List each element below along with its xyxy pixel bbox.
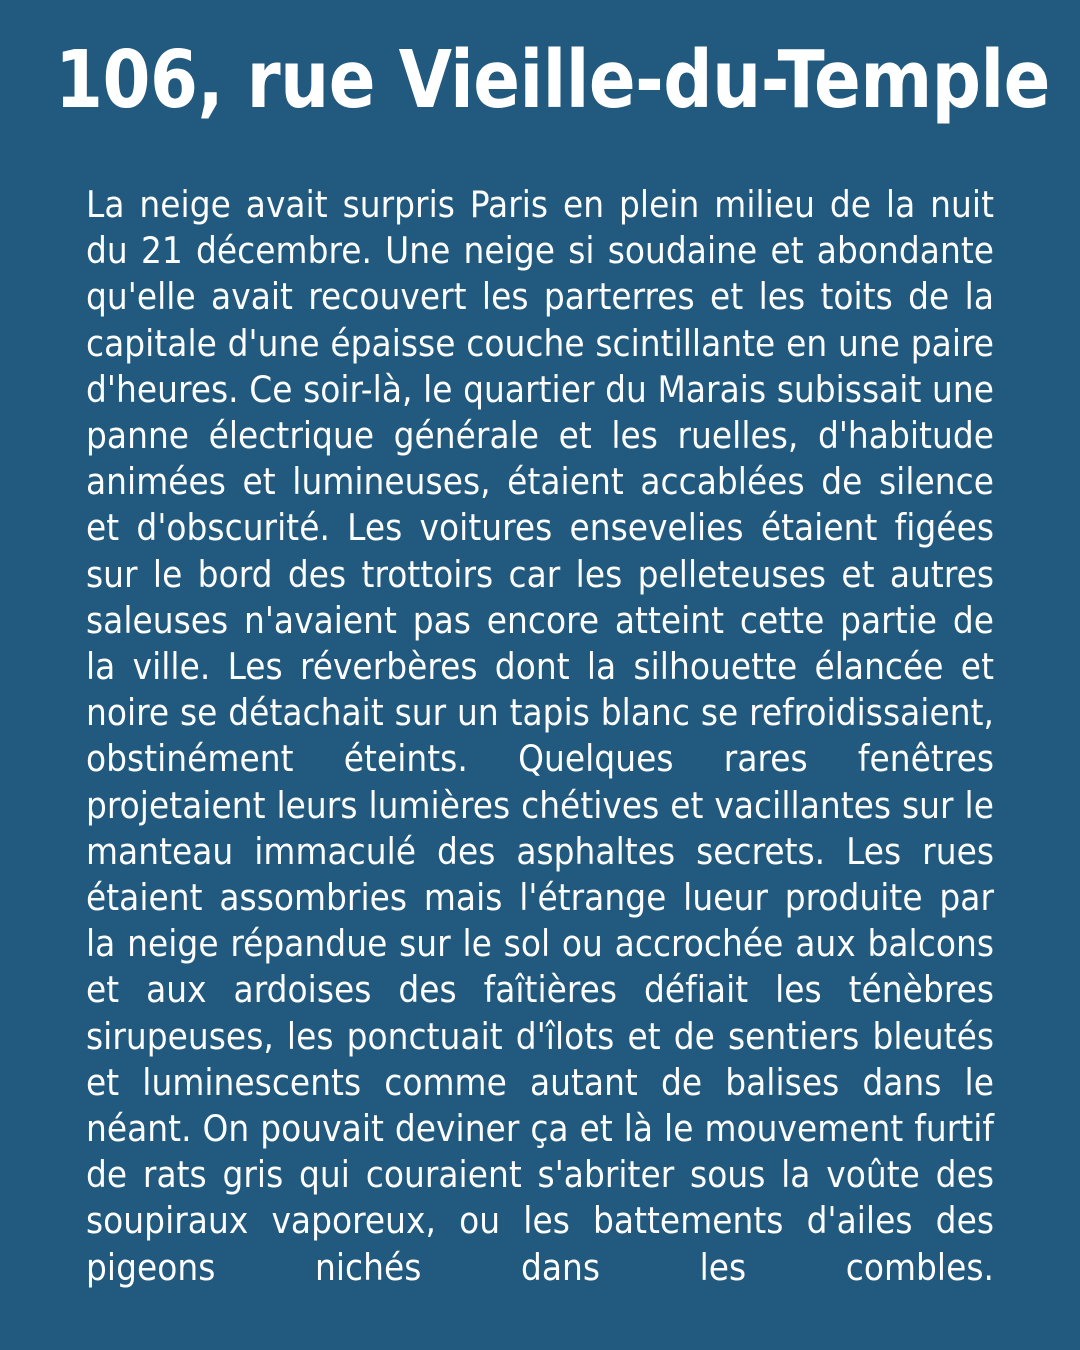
page-title: 106, rue Vieille-du-Temple xyxy=(55,34,1050,126)
title-block xyxy=(0,36,1080,124)
body-block xyxy=(86,182,994,1337)
body-paragraph: La neige avait surpris Paris en plein milieu de la nuit du 21 décembre. Une neige si soudaine et abondante qu'elle avait recouvert les parterres et les toits de la capitale d'une épaisse couche scintillante en une paire d'heures. Ce soir-là, le quartier du Marais subissait une panne électrique générale et les ruelles, d'habitude animées et lumineuses, étaient accablées de silence et d'obscurité. Les voitures ensevelies étaient figées sur le bord des trottoirs car les pelleteuses et autres saleuses n'avaient pas encore atteint cette partie de la ville. Les réverbères dont la silhouette élancée et noire se détachait sur un tapis blanc se refroidissaient, obstinément éteints. Quelques rares fenêtres projetaient leurs lumières chétives et vacillantes sur le manteau immaculé des asphaltes secrets. Les rues étaient assombries mais l'étrange lueur produite par la neige répandue sur le sol ou accrochée aux balcons et aux ardoises des faîtières défiait les ténèbres sirupeuses, les ponctuait d'îlots et de sentiers bleutés et luminescents comme autant de balises dans le néant. On pouvait deviner ça et là le mouvement furtif de rats gris qui couraient s'abriter sous la voûte des soupiraux vaporeux, ou les battements d'ailes des pigeons nichés dans les combles. xyxy=(86,183,994,1289)
